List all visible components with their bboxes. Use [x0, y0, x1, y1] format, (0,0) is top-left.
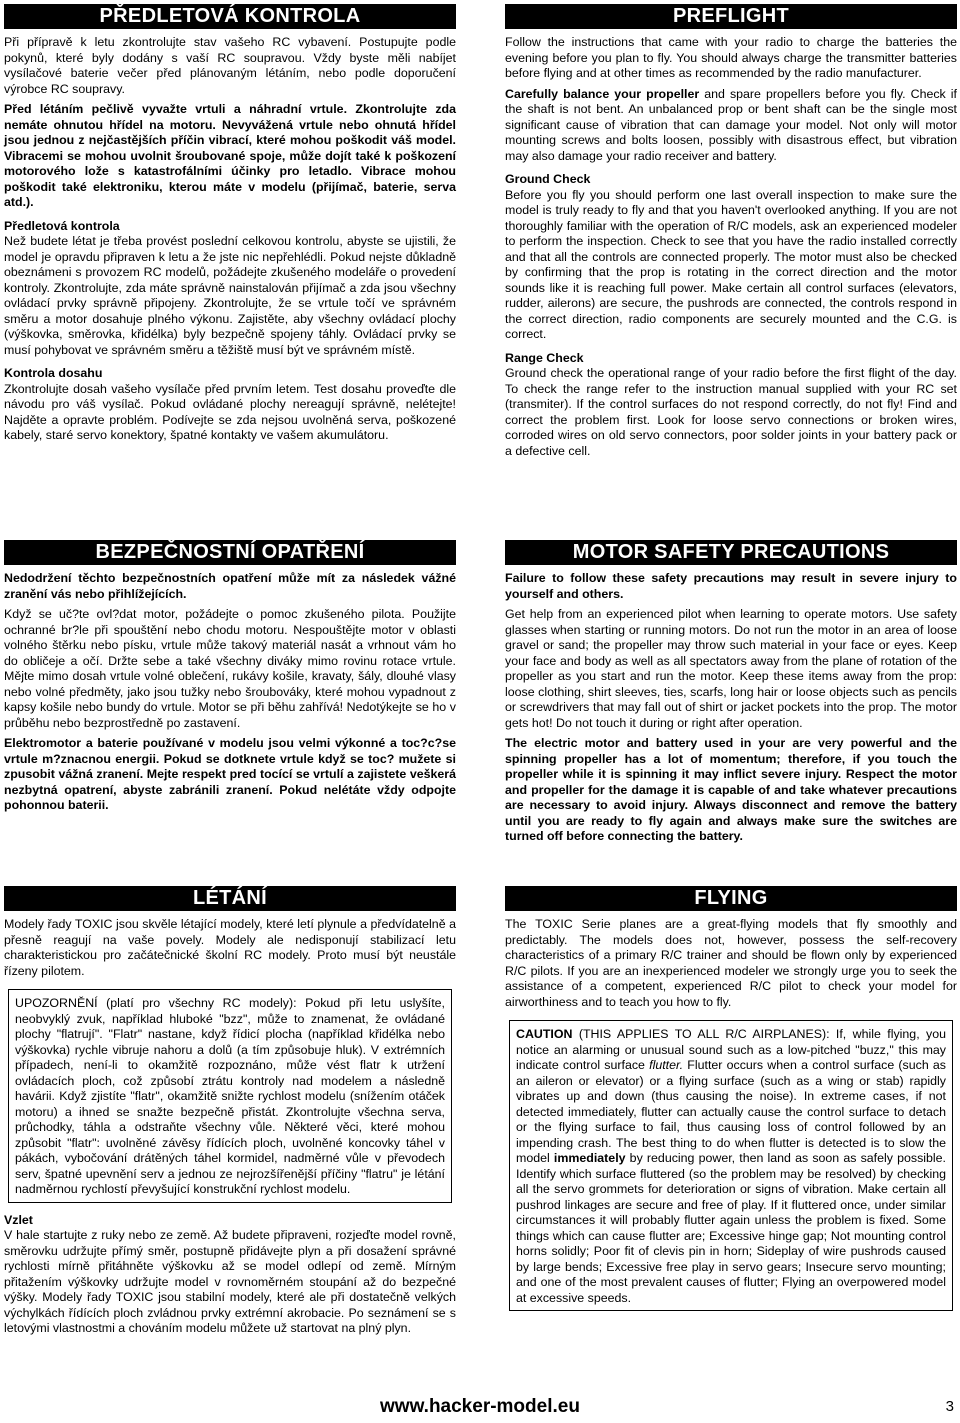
- cz-preflight-section: [4, 4, 456, 449]
- en-caution-immediately: immediately: [553, 1151, 626, 1165]
- cz-range-text: Zkontrolujte dosah vašeho vysílače před prvním letem. Test dosahu proveďte dle návodu pro váš vysílač. Pokud ovládané plochy nereagují správně, nelétejte! Najděte a opravte problém. Podívejte se zda nejsou uvolněná serva, poškozené kabely, staré servo konektory, špatné kontakty ve vašem akumulátoru.: [4, 381, 456, 442]
- en-caution-label: CAUTION: [516, 1027, 573, 1041]
- cz-safety-p3: Elektromotor a baterie používané v modelu jsou velmi výkonné a toc?c?se vrtule m?znacnou energii. Pokud se dotknete vrtule když se toc? mužete si zpusobit vážná zranení. Mejte respekt pred tocící se vrtulí a zajistete veškerá nezbytná opatrení, abyste zabránili zranení. Pokud nelétáte vždy odpojte pohonnou baterii.: [4, 736, 456, 812]
- en-safety-p3: The electric motor and battery used in your are very powerful and the spinning propeller has a lot of momentum; therefore, if you touch the propeller while it is spinning it may inflict severe injury. Respect the motor and propeller for the damage it is capable of and take whatever precautions are necessary to avoid injury. Always disconnect and remove the battery until you are ready to fly again and always make sure the switches are turned off before connecting the battery.: [505, 736, 957, 843]
- en-caution-part-a: (THIS APPLIES TO ALL R/C AIRPLANES): If, while flying, you notice an alarming or unusual sound such as a low-pitched "buzz," this may indicate control surface: [516, 1027, 946, 1072]
- cz-flying-section: [4, 886, 456, 1342]
- cz-safety-p2: Když se uč?te ovl?dat motor, požádejte o pomoc zkušeného pilota. Použijte ochranné br?le při spouštění nebo chodu motoru. Nespouštějte motor v oblasti volného štěrku nebo písku, vrtule může takový materiál nasát a vrhnout vám ho do obličeje a očí. Držte sebe a také všechny diváky mimo rovinu rotace vrtule. Mějte mimo dosah vrtule volné oblečení, rukávy košile, kravaty, šály, dlouhé vlasy nebo volné předměty, jako jsou tužky nebo šroubováky, které mohou vypadnout z kapsy košile nebo bundy do vrtule. Motor se při běhu zahřívá! Nedotýkejte se ho v průběhu nebo bezprostředně po zastavení.: [4, 607, 456, 730]
- en-preflight-title: PREFLIGHT: [505, 4, 957, 29]
- en-range-text: Ground check the operational range of your radio before the first flight of the day. To check the range refer to the instruction manual supplied with your RC set (transmiter). If the control surfaces do not respond correctly, do not fly! Find and correct the problem first. Look for loose servo connections or broken wires, corroded wires on old servo connectors, poor solder joints in your battery pack or a defective cell.: [505, 366, 957, 458]
- cz-safety-title: BEZPEČNOSTNÍ OPATŘENÍ: [4, 540, 456, 565]
- cz-preflight-p2: Před létáním pečlivě vyvažte vrtuli a náhradní vrtule. Zkontrolujte zda nemáte ohnutou hřídel na motoru. Nevyvážená vrtule nebo ohnutá hřídel jsou jednou z nejčastějších příčin vibrací, které mohou poškodit váš model. Vibracemi se mohou uvolnit šroubované spoje, může dojít také k poškození motorového lože s katastrofálními účinky pro letadlo. Vibrace mohou poškodit také elektroniku, kterou máte v modelu (přijímač, baterie, serva atd.).: [4, 102, 456, 209]
- en-caution-part-c: by reducing power, then land as soon as safely possible. Identify which surface fluttered (so the problem may be resolved) by checking all the servo grommets for deterioration or signs of vibration. Make certain all pushrod linkages are secure and free of play. If it fluttered once, under similar circumstances it will probably flutter again unless the problem is fixed. Some things which can cause flutter are; Excessive hinge gap; Not mounting control horns solidly; Poor fit of clevis pin in horn; Sideplay of wire pushrods caused by large bends; Excessive free play in servo gears; Insecure servo mounting; and one of the most prevalent causes of flutter; Flying an overpowered model at excessive speeds.: [516, 1151, 946, 1305]
- cz-flutter-warning-box: [8, 989, 452, 1203]
- en-flying-section: [505, 886, 957, 1321]
- cz-ground-text: Než budete létat je třeba provést poslední celkovou kontrolu, abyste se ujistili, že model je opravdu připraven k letu a že jste nic nepřehlédli. Pokud nejste důkladně obeznámeni s provozem RC modelů, požádejte zkušeného modeláře o provedení kontroly. Zkontrolujte, zda máte správně nainstalován přijímač a zda jsou všechny ovládací prvky správně připojeny. Zkontrolujte, že se vrtule točí ve správném směru a motor dosahuje plného výkonu. Zajistěte, aby všechny ovládací plochy (výškovka, směrovka, křidélka) byly bezpečně spojeny táhly. Ovládací prvky se musí pohybovat ve správném směru a těžiště musí být ve správném místě.: [4, 234, 456, 357]
- en-caution-flutter-word: flutter.: [649, 1058, 684, 1072]
- cz-takeoff-text: V hale startujte z ruky nebo ze země. Až budete připraveni, rozjeďte model rovně, směrovku udržujte přímý směr, postupně přidávejte plyn a při dosažení správné rychlosti mírně přitáhněte výškovku až se model odlepí od země. Mírným přitažením výškovky udržujte model v rovnoměrném stoupání až do bezpečné výšky. Modely řady TOXIC jsou stabilní modely, které ale při dostatečně velkých výchylkách řídících ploch zvládnou prvky extrémní akrobacie. Po seznámení se s letovými vlastnostmi a chováním modelu můžete už startovat na plný plyn.: [4, 1228, 456, 1335]
- cz-safety-p1: Nedodržení těchto bezpečnostních opatření může mít za následek vážné zranění vás nebo přihlížejících.: [4, 571, 456, 601]
- en-ground-heading: Ground Check: [505, 172, 591, 186]
- en-preflight-p2-rest: and spare propellers before you fly. Check if the shaft is not bent. An unbalanced prop or bent shaft can be the single most significant cause of vibration that can damage your model. Not only will motor mounting screws and bolts loosen, possibly with disastrous effect, but vibration may also damage your radio receiver and battery.: [505, 86, 957, 163]
- footer-url: www.hacker-model.eu: [380, 1396, 580, 1417]
- en-preflight-p2-bold: Carefully balance your propeller: [505, 86, 700, 101]
- en-safety-section: [505, 540, 957, 850]
- cz-flying-p1: Modely řady TOXIC jsou skvěle létající modely, které letí plynule a předvídatelně a přesně reagují na vaše povely. Modely ale nedisponují stabilizací letu charakteristickou pro začátečnické školní RC modely. Proto musí být neustále řízeny pilotem.: [4, 917, 456, 978]
- en-flutter-caution-text: [516, 1027, 946, 1306]
- en-flutter-caution-box: [509, 1020, 953, 1311]
- cz-takeoff-heading: Vzlet: [4, 1212, 33, 1227]
- en-flying-title: FLYING: [505, 886, 957, 911]
- cz-ground-heading: Předletová kontrola: [4, 218, 120, 233]
- en-caution-part-b: Flutter occurs when a control surface (such as an aileron or elevator) or a flying surface (such as a wing or stab) rapidly vibrates up and down (thus causing the noise). In extreme cases, if not detected immediately, flutter can actually cause the control surface to detach or the flying surface to fail, thus causing loss of control followed by an impending crash. The best thing to do when flutter is detected is to slow the model: [516, 1058, 947, 1165]
- en-safety-p1: Failure to follow these safety precautions may result in severe injury to yourself and others.: [505, 571, 957, 601]
- en-flying-p1: The TOXIC Serie planes are a great-flying models that fly smoothly and predictably. The models does not, however, possess the self-recovery characteristics of a primary R/C trainer and should be flown only by experienced R/C pilots. If you are an inexperienced modeler we strongly urge you to seek the assistance of a competent, experienced R/C pilot to check your model for airworthiness and to teach you how to fly.: [505, 917, 957, 1009]
- en-safety-p2: Get help from an experienced pilot when learning to operate motors. Use safety glasses when starting or running motors. Do not run the motor in an area of loose gravel or sand; the propeller may throw such material in your face or eyes. Keep your face and body as well as all spectators away from the plane of rotation of the propeller as you start and run the motor. Keep these items away from the prop: loose clothing, shirt sleeves, ties, scarfs, long hair or loose objects such as pencils or screwdrivers that may fall out of shirt or jacket pockets into the prop. The motor gets hot! Do not touch it during or right after operation.: [505, 607, 957, 730]
- page-number: 3: [945, 1398, 954, 1415]
- en-safety-title: MOTOR SAFETY PRECAUTIONS: [505, 540, 957, 565]
- en-ground-text: Before you fly you should perform one last overall inspection to make sure the model is truly ready to fly and that you haven't overlooked anything. If you are not thoroughly familiar with the operation of R/C models, ask an experienced modeler to perform the inspection. Check to see that you have the radio installed correctly and that all the controls are connected properly. The motor must also be checked by confirming that the prop is rotating in the correct direction and the motor sounds like it is reaching full power. Make certain all control surfaces (elevators, rudder, ailerons) are secure, the pushrods are connected, the controls respond in the correct direction, radio components are securely mounted and the C.G. is correct.: [505, 187, 957, 341]
- cz-range-heading: Kontrola dosahu: [4, 366, 103, 380]
- en-preflight-p2: [505, 87, 957, 165]
- en-range-heading: Range Check: [505, 350, 584, 365]
- cz-preflight-title: PŘEDLETOVÁ KONTROLA: [4, 4, 456, 29]
- cz-flying-title: LÉTÁNÍ: [4, 886, 456, 911]
- en-preflight-p1: Follow the instructions that came with your radio to charge the batteries the evening before you plan to fly. You should always charge the transmitter batteries before flying and at other times as recommended by the radio manufacturer.: [505, 35, 957, 80]
- en-preflight-section: [505, 4, 957, 464]
- cz-preflight-p1: Při přípravě k letu zkontrolujte stav vašeho RC vybavení. Postupujte podle pokynů, které byly dodány s vaší RC soupravou. Vždy byste měli nabíjet vysílačové baterie večer před plánovaným létáním, nebo podle doporučení výrobce RC soupravy.: [4, 35, 456, 96]
- cz-safety-section: [4, 540, 456, 819]
- cz-flutter-warning-text: UPOZORNĚNÍ (platí pro všechny RC modely): Pokud při letu uslyšíte, neobvyklý zvuk, například hluboké "bzz", může to znamenat, že ovládané plochy "flatrují". "Flatr" nastane, když řídicí plocha (například křidélka nebo výškovka) rychle vibruje nahoru a dolů (a tím způsobuje hluk). V extrémních případech, není-li to okamžitě rozpoznáno, může vést flatr k utržení ovládacích ploch, což způsobí ztrátu kontroly nad modelem a následně havárii. Když zjistíte "flatr", okamžitě snižte rychlost modelu (snížením otáček motoru) a ihned se snažte bezpečně přistát. Zkontrolujte všechna serva, průchodky, táhla a odstraňte všechny vůle. Některé věci, které mohou způsobit "flatr": uvolněné závěsy řídících ploch, uvolněné koncovky táhel v pákách, vybočování drátěných táhel kormidel, nadměrné vůle v převodech serv, špatné upevnění serv a jednou ze nejrozšířenější příčiny "flatru" je létání nadměrnou rychlostí převyšující konstrukční rychlost modelu.: [15, 996, 445, 1196]
